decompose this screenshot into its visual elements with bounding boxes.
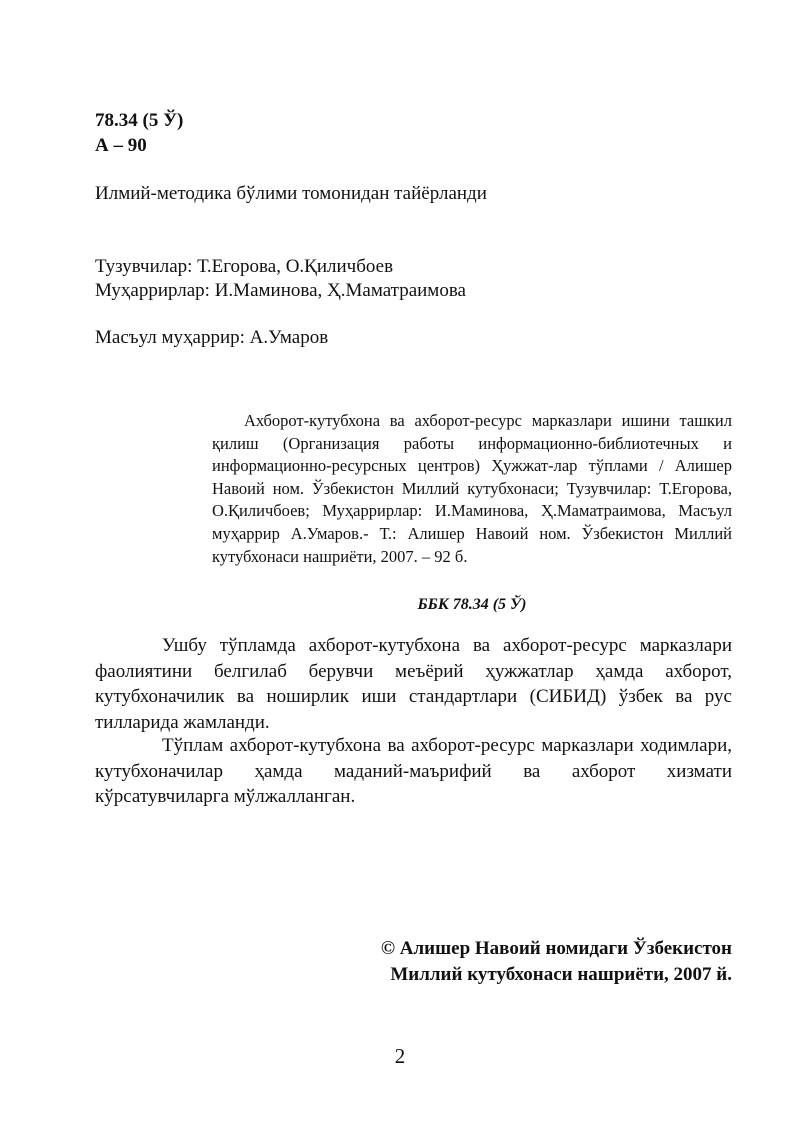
author-mark: А – 90 <box>95 135 147 156</box>
copyright-line-2: Миллий кутубхонаси нашриёти, 2007 й. <box>390 964 732 985</box>
compilers-line: Тузувчилар: Т.Егорова, О.Қиличбоев <box>95 256 394 277</box>
prepared-by-line: Илмий-методика бўлими томонидан тайёрланди <box>95 183 487 204</box>
body-paragraph-1: Ушбу тўпламда ахборот-кутубхона ва ахборот-ресурс марказлари фаолиятини белгилаб берувчи меъёрий ҳужжатлар ҳамда ахборот, кутубхоначилик ва ноширлик иши стандартлари (СИБИД) ўзбек ва рус тилларида жамланди. <box>95 635 732 733</box>
page-number: 2 <box>394 1044 406 1068</box>
editors-line: Муҳаррирлар: И.Маминова, Ҳ.Маматраимова <box>95 280 466 301</box>
copyright-line-1: © Алишер Навоий номидаги Ўзбекистон <box>380 938 732 959</box>
bibliographic-annotation: Ахборот-кутубхона ва ахборот-ресурс марказлари ишини ташкил қилиш (Организация работы информационно-библиотечных и информационно-ресурсных центров) Ҳужжат-лар тўплами / Алишер Навоий ном. Ўзбекистон Миллий кутубхонаси; Тузувчилар: Т.Егорова, О.Қиличбоев; Муҳаррирлар: И.Маминова, Ҳ.Маматраимова, Масъул муҳаррир А.Умаров.- Т.: Алишер Навоий ном. Ўзбекистон Миллий кутубхонаси нашриёти, 2007. – 92 б. <box>212 411 732 566</box>
classification-code: 78.34 (5 Ў) <box>95 110 184 131</box>
bbk-code: ББК 78.34 (5 Ў) <box>417 596 527 613</box>
responsible-editor-line: Масъул муҳаррир: А.Умаров <box>95 327 329 348</box>
body-paragraph-2: Тўплам ахборот-кутубхона ва ахборот-ресурс марказлари ходимлари, кутубхоначилар ҳамда маданий-маърифий ва ахборот хизмати кўрсатувчиларга мўлжалланган. <box>95 735 732 807</box>
